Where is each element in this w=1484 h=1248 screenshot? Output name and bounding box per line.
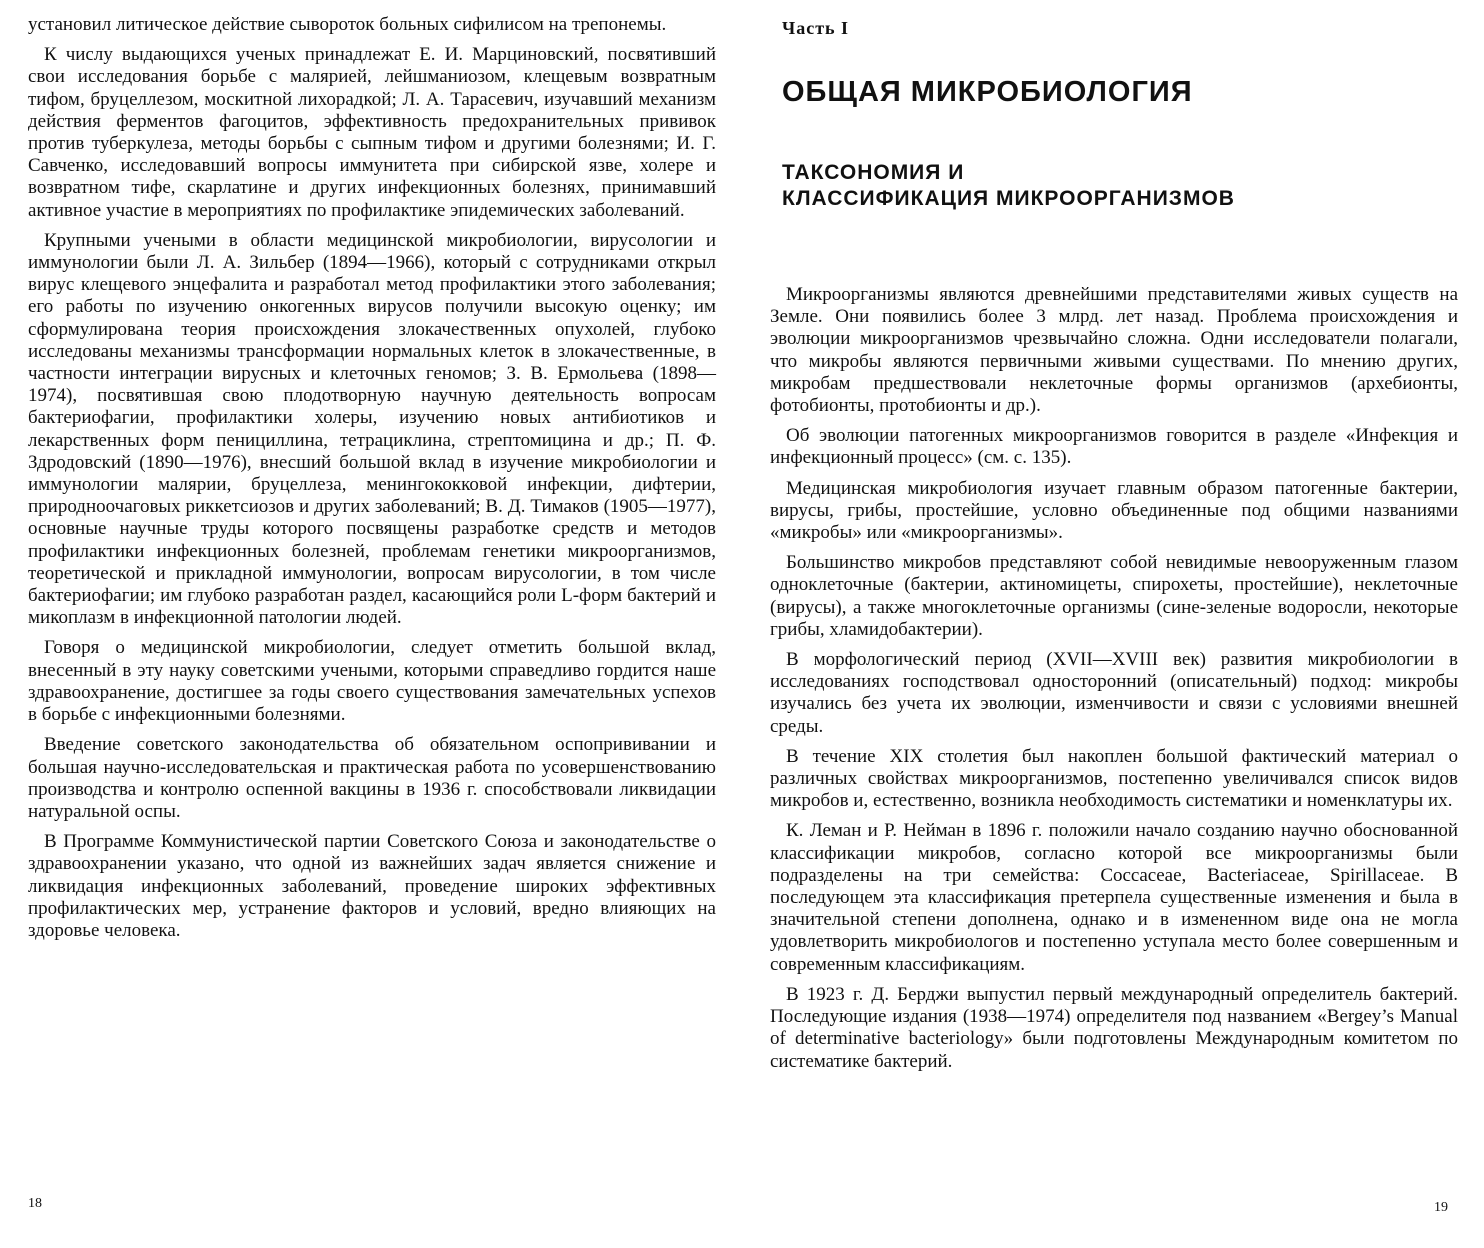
page-number: 18 xyxy=(28,1196,42,1211)
part-title: ОБЩАЯ МИКРОБИОЛОГИЯ xyxy=(782,76,1193,108)
chapter-title xyxy=(782,160,1235,212)
paragraph: Введение советского законодательства об обязательном оспопрививании и большая научно-исследовательская и практическая работа по усовершенствованию производства и контролю оспенной вакцины в 1936 г. способствовали ликвидации натуральной оспы. xyxy=(28,734,716,822)
paragraph: В 1923 г. Д. Берджи выпустил первый международный определитель бактерий. Последующие издания (1938—1974) определителя под названием «Bergey’s Manual of determinative bacteriology» были подготовлены Международным комитетом по систематике бактерий. xyxy=(770,983,1458,1072)
paragraph: Крупными учеными в области медицинской микробиологии, вирусологии и иммунологии были Л. А. Зильбер (1894—1966), который с сотрудниками открыл вирус клещевого энцефалита и разработал метод профилактики этого заболевания; его работы по изучению онкогенных вирусов получили высокую оценку; им сформулирована теория происхождения злокачественных опухолей, глубоко исследованы механизмы трансформации нормальных клеток в злокачественные, в частности интеграции вирусных и клеточных геномов; З. В. Ермольева (1898—1974), посвятившая свою плодотворную научную деятельность вопросам бактериофагии, профилактики холеры, изучению новых антибиотиков и лекарственных форм пенициллина, тетрациклина, стрептомицина и др.; П. Ф. Здродовский (1890—1976), внесший большой вклад в изучение микробиологии и иммунологии малярии, бруцеллеза, менингококковой инфекции, дифтерии, природноочаговых риккетсиозов и других заболеваний; В. Д. Тимаков (1905—1977), основные научные труды которого посвящены разработке средств и методов профилактики инфекционных болезней, проблемам генетики микроорганизмов, теоретической и прикладной иммунологии, вопросам вирусологии, в том числе бактериофагии; им глубоко разработан раздел, касающийся роли L-форм бактерий и микоплазм в инфекционной патологии людей. xyxy=(28,229,716,629)
page-number: 19 xyxy=(1434,1200,1448,1215)
paragraph: Об эволюции патогенных микроорганизмов говорится в разделе «Инфекция и инфекционный процесс» (см. с. 135). xyxy=(770,425,1458,469)
chapter-title-line: КЛАССИФИКАЦИЯ МИКРООРГАНИЗМОВ xyxy=(782,187,1235,210)
paragraph: Микроорганизмы являются древнейшими представителями живых существ на Земле. Они появились более 3 млрд. лет назад. Проблема происхождения и эволюции микроорганизмов чрезвычайно сложна. Одни исследователи полагали, что микробы являются первичными живыми существами. По мнению других, микробам предшествовали неклеточные формы организмов (архебионты, фотобионты, протобионты и др.). xyxy=(770,284,1458,417)
paragraph: Говоря о медицинской микробиологии, следует отметить большой вклад, внесенный в эту науку советскими учеными, которыми справедливо гордится наше здравоохранение, достигшее за годы своего существования замечательных успехов в борьбе с инфекционными болезнями. xyxy=(28,637,716,726)
paragraph: В течение XIX столетия был накоплен большой фактический материал о различных свойствах микроорганизмов, постепенно увеличивался список видов микробов и, естественно, возникла необходимость систематики и номенклатуры их. xyxy=(770,745,1458,812)
paragraph: Медицинская микробиология изучает главным образом патогенные бактерии, вирусы, грибы, простейшие, условно объединенные под общими названиями «микробы» или «микроорганизмы». xyxy=(770,477,1458,544)
paragraph: К числу выдающихся ученых принадлежат Е. И. Марциновский, посвятивший свои исследования борьбе с малярией, лейшманиозом, клещевым возвратным тифом, бруцеллезом, москитной лихорадкой; Л. А. Тарасевич, изучавший механизм действия ферментов фагоцитов, эффективность предохранительных прививок против туберкулеза, методы борьбы с сыпным тифом и другими болезнями; И. Г. Савченко, исследовавший вопросы иммунитета при сибирской язве, холере и возвратном тифе, скарлатине и других инфекционных болезнях, принимавший активное участие в мероприятиях по профилактике эпидемических заболеваний. xyxy=(28,44,716,221)
paragraph: установил литическое действие сывороток больных сифилисом на трепонемы. xyxy=(28,14,667,35)
part-label: Часть I xyxy=(782,18,850,38)
right-page xyxy=(742,0,1484,1248)
paragraph: К. Леман и Р. Нейман в 1896 г. положили начало созданию научно обоснованной классификации микробов, согласно которой все микроорганизмы были подразделены на три семейства: Coccaceae, Bacteriaceae, Spirillaceae. В последующем эта классификация претерпела существенные изменения и была в значительной степени дополнена, однако и в измененном виде она не могла удовлетворить микробиологов и постепенно уступала место более совершенным и современным классификациям. xyxy=(770,820,1458,975)
right-text-column xyxy=(770,284,1458,1081)
paragraph: В морфологический период (XVII—XVIII век) развития микробиологии в исследованиях господствовал односторонний (описательный) подход: микробы изучались без учета их эволюции, изменчивости и связи с условиями внешней среды. xyxy=(770,649,1458,737)
paragraph: В Программе Коммунистической партии Советского Союза и законодательстве о здравоохранении указано, что одной из важнейших задач является снижение и ликвидация инфекционных заболеваний, проведение широких эффективных профилактических мер, устранение факторов и условий, вредно влияющих на здоровье человека. xyxy=(28,831,716,941)
left-text-column xyxy=(28,14,716,950)
chapter-title-line: ТАКСОНОМИЯ И xyxy=(782,161,965,184)
paragraph: Большинство микробов представляют собой невидимые невооруженным глазом одноклеточные (бактерии, актиномицеты, спирохеты, простейшие), неклеточные (вирусы), а также многоклеточные организмы (сине-зеленые водоросли, некоторые грибы, хламидобактерии). xyxy=(770,552,1458,640)
